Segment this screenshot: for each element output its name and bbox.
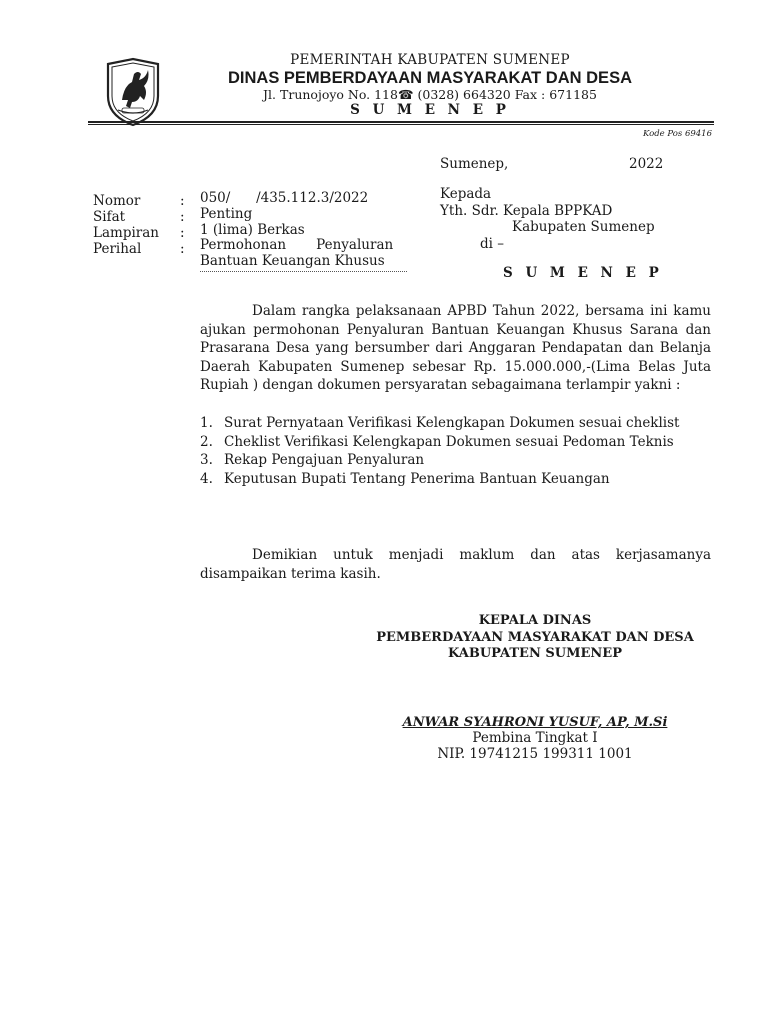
office-address: Jl. Trunojoyo No. 118☎ (0328) 664320 Fax : 671185: [263, 87, 597, 102]
list-item-number: 1.: [200, 415, 213, 431]
letter-place: Sumenep,: [440, 156, 509, 172]
signatory-name: ANWAR SYAHRONI YUSUF, AP, M.Si: [402, 715, 668, 730]
signatory-title-3: KABUPATEN SUMENEP: [448, 646, 622, 661]
perihal-label: Perihal: [93, 241, 142, 257]
letter-year: 2022: [629, 156, 664, 172]
recipient-di: di –: [480, 236, 505, 252]
sifat-label: Sifat: [93, 209, 126, 225]
body-paragraph-1: Dalam rangka pelaksanaan APBD Tahun 2022, bersama ini kamu ajukan permohonan Penyaluran Bantuan Keuangan Khusus Sarana dan Prasarana Desa yang bersumber dari Anggaran Pendapatan dan Belanja Daerah Kabupaten Sumenep sebesar Rp. 15.000.000,-(Lima Belas Juta Rupiah ) dengan dokumen persyaratan sebagaimana terlampir yakni :: [200, 303, 711, 394]
lampiran-label: Lampiran: [93, 225, 159, 241]
list-item-text: Cheklist Verifikasi Kelengkapan Dokumen sesuai Pedoman Teknis: [224, 433, 674, 450]
recipient-location: Kabupaten Sumenep: [512, 219, 655, 235]
recipient-city: S U M E N E P: [503, 265, 663, 281]
regency-crest-icon: [104, 56, 162, 128]
perihal-line-2: Bantuan Keuangan Khusus: [200, 253, 407, 272]
nomor-label: Nomor: [93, 193, 141, 209]
list-item: [200, 451, 711, 470]
nomor-value: 050/ /435.112.3/2022: [200, 190, 369, 206]
closing-paragraph: Demikian untuk menjadi maklum dan atas kerjasamanya disampaikan terima kasih.: [200, 547, 711, 582]
list-item-text: Rekap Pengajuan Penyaluran: [224, 452, 425, 469]
list-item: [200, 433, 711, 452]
signatory-nip: NIP. 19741215 199311 1001: [437, 746, 633, 762]
letterhead-city: S U M E N E P: [350, 102, 510, 118]
list-item: [200, 470, 711, 489]
lampiran-value: 1 (lima) Berkas: [200, 222, 305, 238]
attachment-list: [200, 414, 711, 488]
sifat-value: Penting: [200, 206, 253, 222]
lampiran-colon: :: [180, 225, 185, 241]
government-name: PEMERINTAH KABUPATEN SUMENEP: [290, 52, 570, 68]
list-item-number: 2.: [200, 433, 213, 450]
recipient-addressee: Yth. Sdr. Kepala BPPKAD: [440, 203, 613, 219]
list-item-number: 4.: [200, 470, 213, 487]
signatory-rank: Pembina Tingkat I: [472, 730, 598, 746]
perihal-colon: :: [180, 241, 185, 257]
recipient-kepada: Kepada: [440, 186, 492, 202]
nomor-colon: :: [180, 193, 185, 209]
perihal-line-1: Permohonan Penyaluran: [200, 237, 394, 253]
letterhead-divider-thin: [88, 124, 714, 125]
sifat-colon: :: [180, 209, 185, 225]
list-item-text: Surat Pernyataan Verifikasi Kelengkapan Dokumen sesuai cheklist: [224, 415, 680, 431]
signatory-title-1: KEPALA DINAS: [478, 613, 592, 628]
list-item-text: Keputusan Bupati Tentang Penerima Bantuan Keuangan: [224, 470, 610, 487]
postal-code: Kode Pos 69416: [642, 129, 712, 139]
signatory-title-2: PEMBERDAYAAN MASYARAKAT DAN DESA: [376, 630, 694, 645]
department-name: DINAS PEMBERDAYAAN MASYARAKAT DAN DESA: [227, 69, 632, 87]
letterhead-divider-thick: [88, 121, 714, 123]
list-item: [200, 414, 711, 433]
list-item-number: 3.: [200, 452, 213, 469]
